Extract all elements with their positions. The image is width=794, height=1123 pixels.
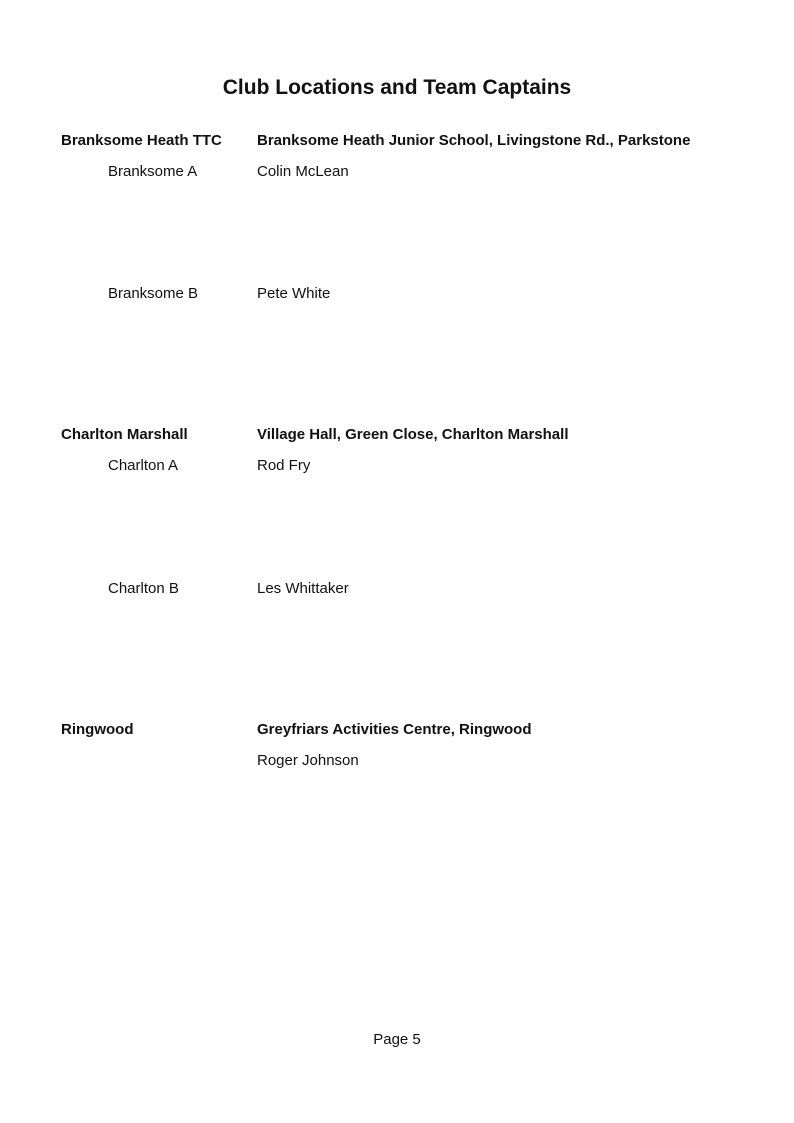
club-venue-charlton: Village Hall, Green Close, Charlton Marshall [257, 426, 569, 443]
team-captain-charlton-b: Les Whittaker [257, 580, 349, 597]
team-name-branksome-b: Branksome B [108, 285, 199, 302]
team-captain-ringwood: Roger Johnson [257, 752, 359, 769]
club-venue-ringwood: Greyfriars Activities Centre, Ringwood [257, 721, 532, 738]
team-captain-branksome-a: Colin McLean [257, 163, 349, 180]
team-name-charlton-a: Charlton A [108, 457, 179, 474]
team-captain-branksome-b: Pete White [257, 285, 331, 302]
club-name-ringwood: Ringwood [61, 721, 134, 738]
page-title: Club Locations and Team Captains [222, 76, 572, 99]
club-venue-branksome: Branksome Heath Junior School, Livingstone Rd., Parkstone [257, 132, 691, 149]
team-name-branksome-a: Branksome A [108, 163, 198, 180]
club-name-branksome: Branksome Heath TTC [61, 132, 222, 149]
club-name-charlton: Charlton Marshall [61, 426, 188, 443]
team-name-charlton-b: Charlton B [108, 580, 179, 597]
team-captain-charlton-a: Rod Fry [257, 457, 311, 474]
page-number: Page 5 [373, 1031, 421, 1048]
